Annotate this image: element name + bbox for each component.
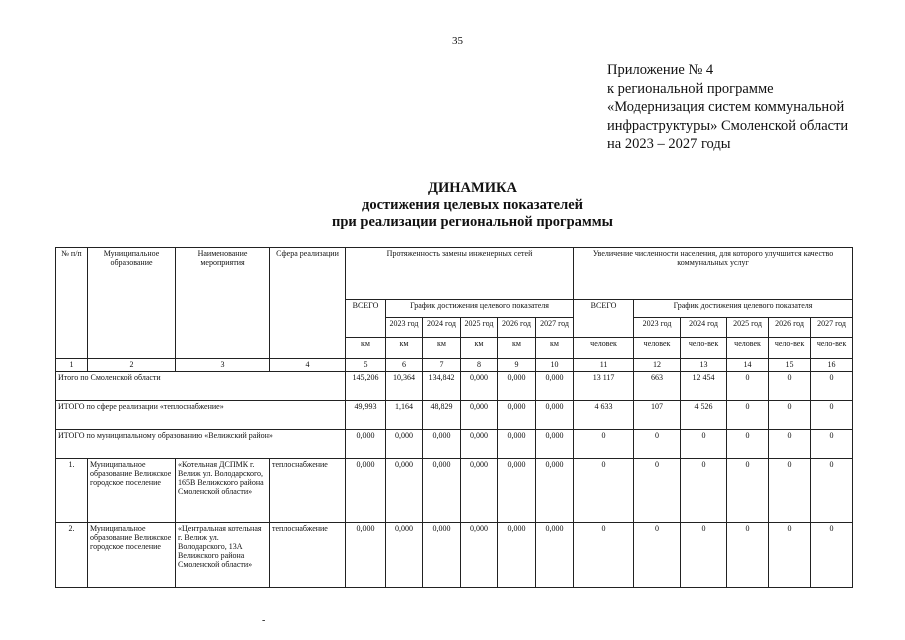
column-number: 7 xyxy=(423,359,461,371)
value-cell: 4 526 xyxy=(681,400,727,429)
value-cell: 0,000 xyxy=(423,523,461,588)
value-cell: 0,000 xyxy=(346,523,386,588)
unit-cell: чело-век xyxy=(681,338,727,359)
column-number: 16 xyxy=(811,359,853,371)
value-cell: 0,000 xyxy=(536,400,574,429)
title-line: достижения целевых показателей xyxy=(362,197,583,213)
item-num: 1. xyxy=(56,459,88,523)
header-year: 2024 год xyxy=(423,317,461,338)
header-population: Увеличение численности населения, для которого улучшится качество коммунальных услуг xyxy=(574,248,853,300)
value-cell: 0,000 xyxy=(536,459,574,523)
value-cell: 0,000 xyxy=(536,523,574,588)
item-sphere: теплоснабжение xyxy=(270,459,346,523)
value-cell: 0 xyxy=(811,429,853,458)
table-row xyxy=(56,459,853,523)
header-pop-year: 2023 год xyxy=(634,317,681,338)
unit-cell: км xyxy=(536,338,574,359)
value-cell: 0 xyxy=(634,523,681,588)
item-activity: «Котельная ДСПМК г. Велиж ул. Володарского, 165В Велижского района Смоленской области» xyxy=(176,459,270,523)
value-cell: 134,842 xyxy=(423,371,461,400)
value-cell: 0 xyxy=(769,459,811,523)
value-cell: 0 xyxy=(811,523,853,588)
appendix-line: на 2023 – 2027 годы xyxy=(607,136,731,152)
total-label: ИТОГО по муниципальному образованию «Велижский район» xyxy=(56,429,346,458)
value-cell: 0 xyxy=(634,459,681,523)
value-cell: 0 xyxy=(727,400,769,429)
header-pop-year: 2027 год xyxy=(811,317,853,338)
value-cell: 0,000 xyxy=(461,523,498,588)
value-cell: 0,000 xyxy=(461,371,498,400)
appendix-line: Приложение № 4 xyxy=(607,62,714,78)
header-year: 2025 год xyxy=(461,317,498,338)
value-cell: 49,993 xyxy=(346,400,386,429)
column-number: 13 xyxy=(681,359,727,371)
unit-cell: чело-век xyxy=(769,338,811,359)
value-cell: 0 xyxy=(811,459,853,523)
value-cell: 0 xyxy=(681,523,727,588)
value-cell: 0 xyxy=(574,429,634,458)
value-cell: 0 xyxy=(811,400,853,429)
value-cell: 0 xyxy=(769,429,811,458)
appendix-line: инфраструктуры» Смоленской области xyxy=(607,117,849,134)
value-cell: 0 xyxy=(769,400,811,429)
header-pop-year: 2024 год xyxy=(681,317,727,338)
title-line: при реализации региональной программы xyxy=(332,214,613,230)
header-activity: Наименование мероприятия xyxy=(176,248,270,359)
header-year: 2026 год xyxy=(498,317,536,338)
appendix-line: к региональной программе xyxy=(607,80,774,97)
value-cell: 0,000 xyxy=(498,429,536,458)
table-row xyxy=(56,523,853,588)
value-cell: 0,000 xyxy=(386,459,423,523)
value-cell: 0,000 xyxy=(536,371,574,400)
page-number: 35 xyxy=(452,35,463,47)
column-number: 14 xyxy=(727,359,769,371)
value-cell: 0,000 xyxy=(498,459,536,523)
value-cell: 0 xyxy=(574,459,634,523)
appendix-line: «Модернизация систем коммунальной xyxy=(607,99,845,115)
value-cell: 0 xyxy=(727,429,769,458)
value-cell: 10,364 xyxy=(386,371,423,400)
column-number: 6 xyxy=(386,359,423,371)
value-cell: 0,000 xyxy=(498,371,536,400)
value-cell: 12 454 xyxy=(681,371,727,400)
total-label: Итого по Смоленской области xyxy=(56,371,346,400)
column-number: 5 xyxy=(346,359,386,371)
item-sphere: теплоснабжение xyxy=(270,523,346,588)
appendix-block xyxy=(607,61,897,154)
title-line: ДИНАМИКА xyxy=(428,180,517,196)
unit-cell: чело-век xyxy=(811,338,853,359)
header-pop-total: ВСЕГО xyxy=(574,299,634,337)
header-year: 2023 год xyxy=(386,317,423,338)
value-cell: 0,000 xyxy=(346,459,386,523)
header-pop-year: 2026 год xyxy=(769,317,811,338)
value-cell: 0,000 xyxy=(386,523,423,588)
value-cell: 145,206 xyxy=(346,371,386,400)
header-net-schedule: График достижения целевого показателя xyxy=(386,299,574,317)
value-cell: 0,000 xyxy=(498,400,536,429)
header-pop-schedule: График достижения целевого показателя xyxy=(634,299,853,317)
column-number: 2 xyxy=(88,359,176,371)
unit-cell: человек xyxy=(634,338,681,359)
value-cell: 0 xyxy=(634,429,681,458)
column-number: 11 xyxy=(574,359,634,371)
value-cell: 4 633 xyxy=(574,400,634,429)
value-cell: 0,000 xyxy=(423,459,461,523)
total-label: ИТОГО по сфере реализации «теплоснабжение» xyxy=(56,400,346,429)
value-cell: 48,829 xyxy=(423,400,461,429)
table-row xyxy=(56,429,853,458)
unit-cell: человек xyxy=(727,338,769,359)
column-number: 4 xyxy=(270,359,346,371)
value-cell: 1,164 xyxy=(386,400,423,429)
indicators-table xyxy=(55,247,853,588)
value-cell: 0 xyxy=(727,371,769,400)
value-cell: 0 xyxy=(769,523,811,588)
item-municipality: Муниципальное образование Велижское городское поселение xyxy=(88,523,176,588)
value-cell: 0 xyxy=(727,523,769,588)
value-cell: 0 xyxy=(681,429,727,458)
unit-cell: км xyxy=(386,338,423,359)
column-number: 15 xyxy=(769,359,811,371)
column-number: 8 xyxy=(461,359,498,371)
unit-cell: человек xyxy=(574,338,634,359)
value-cell: 0,000 xyxy=(498,523,536,588)
unit-cell: км xyxy=(498,338,536,359)
value-cell: 0,000 xyxy=(461,400,498,429)
value-cell: 0,000 xyxy=(386,429,423,458)
header-networks: Протяженность замены инженерных сетей xyxy=(346,248,574,300)
value-cell: 663 xyxy=(634,371,681,400)
header-year: 2027 год xyxy=(536,317,574,338)
unit-cell: км xyxy=(346,338,386,359)
column-number: 9 xyxy=(498,359,536,371)
value-cell: 0,000 xyxy=(423,429,461,458)
value-cell: 0 xyxy=(727,459,769,523)
unit-cell: км xyxy=(423,338,461,359)
item-activity: «Центральная котельная г. Велиж ул. Володарского, 13А Велижского района Смоленской области» xyxy=(176,523,270,588)
value-cell: 13 117 xyxy=(574,371,634,400)
item-num: 2. xyxy=(56,523,88,588)
value-cell: 0,000 xyxy=(346,429,386,458)
column-number: 1 xyxy=(56,359,88,371)
column-number: 12 xyxy=(634,359,681,371)
value-cell: 107 xyxy=(634,400,681,429)
header-municipality: Муниципальное образование xyxy=(88,248,176,359)
value-cell: 0,000 xyxy=(461,459,498,523)
header-net-total: ВСЕГО xyxy=(346,299,386,337)
document-title xyxy=(300,180,645,231)
item-municipality: Муниципальное образование Велижское городское поселение xyxy=(88,459,176,523)
value-cell: 0,000 xyxy=(536,429,574,458)
column-number: 10 xyxy=(536,359,574,371)
column-number: 3 xyxy=(176,359,270,371)
unit-cell: км xyxy=(461,338,498,359)
footer-mark: - xyxy=(262,615,266,626)
table-row xyxy=(56,400,853,429)
header-pop-year: 2025 год xyxy=(727,317,769,338)
value-cell: 0 xyxy=(681,459,727,523)
header-sphere: Сфера реализации xyxy=(270,248,346,359)
table-row xyxy=(56,371,853,400)
value-cell: 0 xyxy=(769,371,811,400)
value-cell: 0 xyxy=(811,371,853,400)
header-num: № п/п xyxy=(56,248,88,359)
value-cell: 0 xyxy=(574,523,634,588)
value-cell: 0,000 xyxy=(461,429,498,458)
